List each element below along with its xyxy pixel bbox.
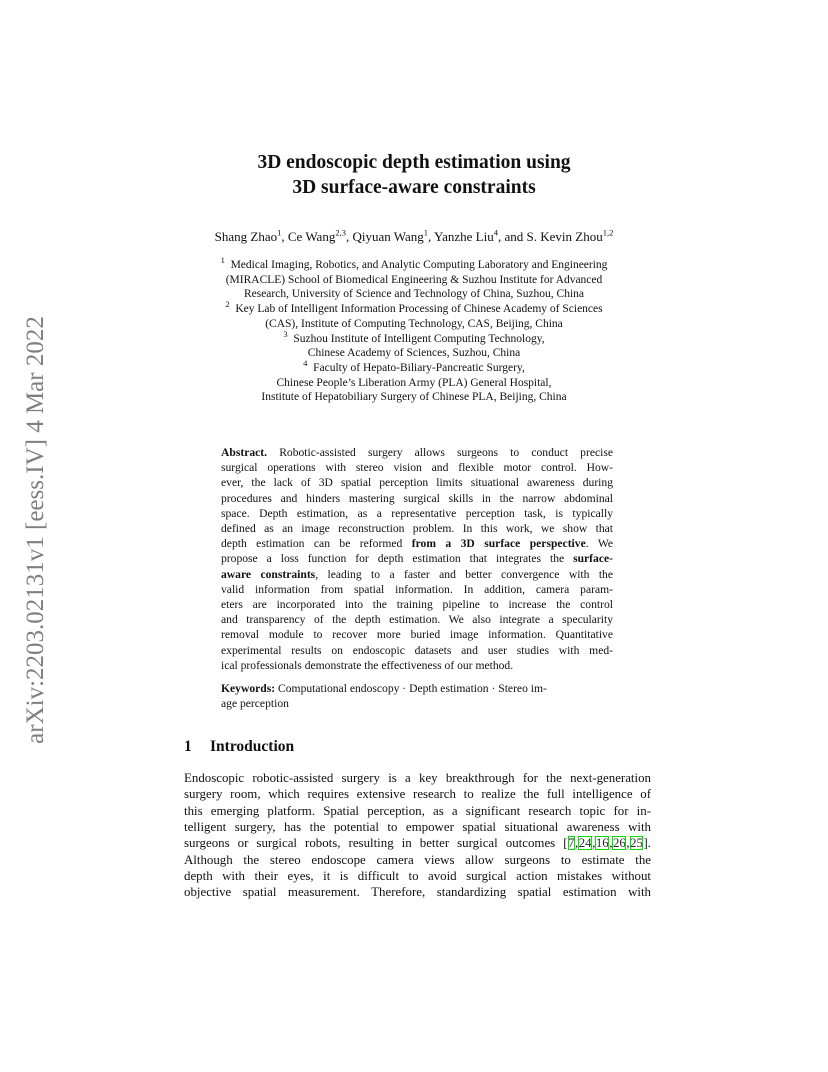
citation-link[interactable]: 7	[568, 836, 575, 851]
body-text-line	[184, 771, 651, 786]
arxiv-identifier: arXiv:2203.02131v1 [eess.IV] 4 Mar 2022	[22, 316, 49, 744]
author-name: Yanzhe Liu	[434, 229, 494, 244]
abstract-text: removal module to recover more buried image information. Quantitative	[221, 628, 613, 642]
affiliation-text: Suzhou Institute of Intelligent Computing Technology,	[293, 332, 545, 345]
body-text: surgery room, which requires extensive research to realize the full intelligence of	[184, 787, 651, 802]
abstract-emphasis: from a 3D surface perspective	[411, 537, 586, 551]
body-text-line	[184, 885, 651, 900]
abstract-text: experimental results on endoscopic datasets and user studies with med-	[221, 643, 613, 657]
section-title: Introduction	[210, 738, 295, 755]
affiliation-line	[0, 347, 828, 359]
affiliation-line	[0, 318, 828, 330]
body-text: objective spatial measurement. Therefore, standardizing spatial estimation with	[184, 885, 651, 900]
abstract-text: Robotic-assisted surgery allows surgeons to conduct precise	[279, 446, 613, 459]
author-affiliation-mark: 1	[277, 227, 282, 238]
author-name: Shang Zhao	[214, 229, 278, 244]
affiliation-text: Chinese Academy of Sciences, Suzhou, China	[307, 347, 521, 360]
body-text: depth with their eyes, it is difficult to avoid surgical action mistakes without	[184, 868, 651, 883]
affiliation-text: Research, University of Science and Technology of China, Suzhou, China	[243, 288, 585, 301]
abstract-line	[221, 613, 613, 626]
abstract-text: depth estimation can be reformed	[221, 537, 412, 551]
abstract-text: ical professionals demonstrate the effectiveness of our method.	[221, 658, 514, 672]
body-text-line	[184, 869, 651, 884]
body-text: Although the stereo endoscope camera views allow surgeons to estimate the	[184, 852, 651, 867]
affiliation-mark: 3	[283, 328, 288, 339]
body-text: Endoscopic robotic-assisted surgery is a key breakthrough for the next-generation	[184, 771, 651, 785]
affiliation-line	[0, 358, 828, 374]
abstract-emphasis: surface-	[573, 552, 613, 566]
paper-title-line-2: 3D surface-aware constraints	[292, 177, 536, 198]
abstract-line	[221, 461, 613, 474]
citation-link[interactable]: 26	[612, 836, 626, 851]
author-name: S. Kevin Zhou	[526, 229, 603, 244]
body-text: ,	[609, 836, 613, 851]
abstract-text: procedures and hinders mastering surgical skills in the narrow abdominal	[221, 491, 613, 505]
abstract-text: , leading to a faster and better convergence with the	[315, 567, 613, 581]
body-text: ,	[626, 836, 630, 851]
abstract-text: and transparency of the depth estimation. We also integrate a specularity	[221, 613, 613, 627]
affiliation-text: (CAS), Institute of Computing Technology, CAS, Beijing, China	[265, 317, 563, 330]
keywords-line	[221, 682, 547, 695]
affiliation-text: (MIRACLE) School of Biomedical Engineering & Suzhou Institute for Advanced	[225, 273, 603, 286]
author-affiliation-mark: 1,2	[602, 227, 614, 238]
affiliation-line	[0, 299, 828, 316]
keywords-text: age perception	[221, 697, 289, 711]
abstract-text: . We	[585, 537, 613, 551]
body-text: ].	[643, 836, 651, 851]
author-affiliation-mark: 1	[423, 227, 428, 238]
abstract-line	[221, 446, 613, 459]
abstract-line	[221, 644, 613, 657]
abstract-line	[221, 476, 613, 489]
author-list: Shang Zhao$^1$, Ce Wang$^{2,3}$, Qiyuan Wang$^1$, Yanzhe Liu$^4$, and S. Kevin Zhou$^{1,2}$	[214, 227, 614, 244]
author-affiliation-mark: 4	[493, 227, 498, 238]
citation-link[interactable]: 16	[595, 836, 609, 851]
affiliation-line	[0, 274, 828, 286]
abstract-text: space. Depth estimation, as a representative perception task, is typically	[221, 506, 613, 520]
body-text-line	[184, 787, 651, 802]
body-text: telligent surgery, has the potential to empower spatial situational awareness with	[184, 819, 651, 834]
affiliation-line	[0, 255, 828, 271]
citation-link[interactable]: 25	[630, 836, 643, 851]
affiliation-line	[0, 328, 828, 345]
body-text: ,	[574, 836, 579, 851]
keywords-text: Computational endoscopy · Depth estimation · Stereo im-	[278, 682, 547, 695]
abstract-line	[221, 659, 613, 672]
affiliation-mark: 2	[225, 299, 230, 310]
body-text: surgeons or surgical robots, resulting in better surgical outcomes [	[184, 836, 568, 851]
abstract-text: ever, the lack of 3D spatial perception limits situational awareness during	[221, 476, 613, 490]
abstract-text: valid information from spatial information. In addition, camera param-	[221, 582, 613, 596]
abstract-line	[221, 552, 613, 565]
affiliation-text: Chinese People’s Liberation Army (PLA) General Hospital,	[276, 376, 552, 389]
author-name: Qiyuan Wang	[352, 229, 424, 244]
section-heading-introduction	[184, 738, 294, 756]
affiliation-text: Faculty of Hepato-Biliary-Pancreatic Surgery,	[313, 361, 525, 374]
abstract-text: surgical operations with stereo vision and flexible motor control. How-	[221, 461, 613, 475]
keywords-line	[221, 697, 289, 710]
body-text-line	[184, 853, 651, 868]
abstract-line	[221, 507, 613, 520]
abstract-line	[221, 522, 613, 535]
affiliation-line	[0, 377, 828, 389]
affiliation-text: Institute of Hepatobiliary Surgery of Chinese PLA, Beijing, China	[261, 391, 567, 404]
abstract-emphasis: aware constraints	[221, 567, 316, 581]
section-number: 1	[184, 738, 192, 755]
body-text: ,	[592, 836, 596, 851]
abstract-label: Abstract.	[221, 446, 268, 459]
abstract-line	[221, 598, 613, 611]
body-text-line	[184, 836, 651, 851]
affiliation-mark: 1	[220, 255, 225, 266]
author-name: Ce Wang	[287, 229, 336, 244]
affiliation-text: Medical Imaging, Robotics, and Analytic Computing Laboratory and Engineering	[230, 259, 608, 271]
abstract-line	[221, 568, 613, 581]
keywords-label: Keywords:	[221, 682, 276, 695]
affiliation-line	[0, 391, 828, 403]
abstract-line	[221, 537, 613, 550]
abstract-text: eters are incorporated into the training pipeline to increase the control	[221, 598, 613, 611]
affiliation-text: Key Lab of Intelligent Information Processing of Chinese Academy of Sciences	[235, 303, 603, 316]
affiliation-mark: 4	[303, 358, 308, 369]
abstract-line	[221, 492, 613, 505]
abstract-line	[221, 583, 613, 596]
body-text: this emerging platform. Spatial perception, as a significant research topic for in-	[184, 803, 651, 818]
affiliation-line	[0, 288, 828, 300]
abstract-text: propose a loss function for depth estimation that integrates the	[221, 552, 574, 566]
body-text-line	[184, 820, 651, 835]
abstract-text: defined as an image reconstruction problem. In this work, we show that	[221, 522, 613, 535]
paper-title-line-1: 3D endoscopic depth estimation using	[257, 152, 571, 173]
author-affiliation-mark: 2,3	[335, 227, 346, 238]
abstract-line	[221, 628, 613, 641]
body-text-line	[184, 804, 651, 819]
citation-link[interactable]: 24	[578, 836, 592, 851]
